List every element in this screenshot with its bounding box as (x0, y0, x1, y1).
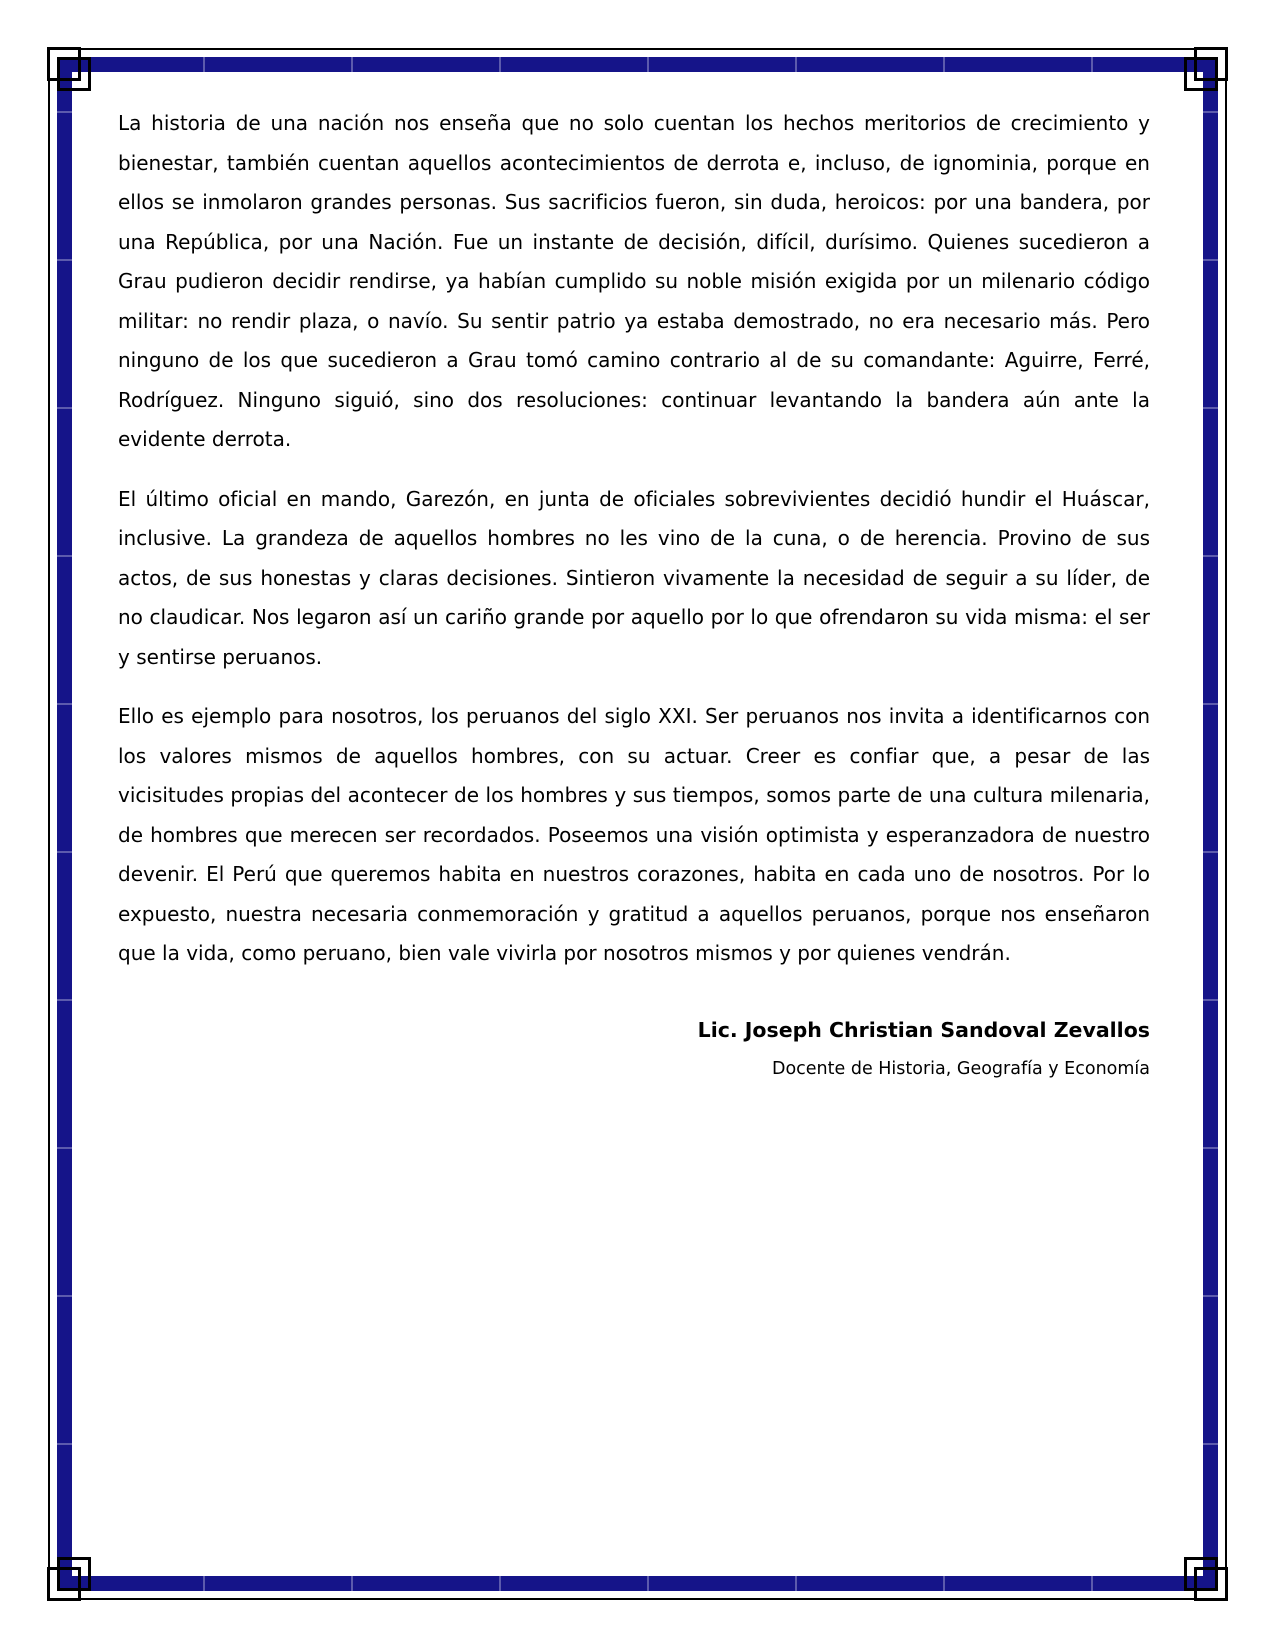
corner-square-outer (47, 1567, 81, 1601)
signature-title: Docente de Historia, Geografía y Economía (771, 1058, 1150, 1079)
paragraph-2: El último oficial en mando, Garezón, en junta de oficiales sobrevivientes decidió hundir el Huáscar, inclusive. La grandeza de aquellos hombres no les vino de la cuna, o de herencia. Provino de sus actos, de sus honestas y claras decisiones. Sintieron vivamente la necesidad de seguir a su líder, de no claudicar. Nos legaron así un cariño grande por aquello por lo que ofrendaron su vida misma: el ser y sentirse peruanos. (118, 486, 1150, 669)
signature-block (118, 1010, 1150, 1088)
paragraph-1: La historia de una nación nos enseña que no solo cuentan los hechos meritorios de crecimiento y bienestar, también cuentan aquellos acontecimientos de derrota e, incluso, de ignominia, porque en ellos se inmolaron grandes personas. Sus sacrificios fueron, sin duda, heroicos: por una bandera, por una República, por una Nación. Fue un instante de decisión, difícil, durísimo. Quienes sucedieron a Grau pudieron decidir rendirse, ya habían cumplido su noble misión exigida por un milenario código militar: no rendir plaza, o navío. Su sentir patrio ya estaba demostrado, no era necesario más. Pero ninguno de los que sucedieron a Grau tomó camino contrario al de su comandante: Aguirre, Ferré, Rodríguez. Ninguno siguió, sino dos resoluciones: continuar levantando la bandera aún ante la evidente derrota. (118, 111, 1150, 451)
corner-ornament-bottom-right (1183, 1556, 1228, 1601)
corner-square-inner (1184, 1557, 1218, 1591)
page-border-band-top (57, 57, 1218, 72)
signature-name: Lic. Joseph Christian Sandoval Zevallos (697, 1017, 1150, 1042)
corner-ornament-top-right (1183, 47, 1228, 92)
corner-square-inner (1184, 57, 1218, 91)
corner-ornament-top-left (47, 47, 92, 92)
corner-ornament-bottom-left (47, 1556, 92, 1601)
corner-square-outer (1194, 1567, 1228, 1601)
corner-square-outer (1194, 47, 1228, 81)
paragraph-3: Ello es ejemplo para nosotros, los peruanos del siglo XXI. Ser peruanos nos invita a identificarnos con los valores mismos de aquellos hombres, con su actuar. Creer es confiar que, a pesar de las vicisitudes propias del acontecer de los hombres y sus tiempos, somos parte de una cultura milenaria, de hombres que merecen ser recordados. Poseemos una visión optimista y esperanzadora de nuestro devenir. El Perú que queremos habita en nuestros corazones, habita en cada uno de nosotros. Por lo expuesto, nuestra necesaria conmemoración y gratitud a aquellos peruanos, porque nos enseñaron que la vida, como peruano, bien vale vivirla por nosotros mismos y por quienes vendrán. (118, 704, 1150, 965)
corner-square-outer (47, 47, 81, 81)
corner-square-inner (57, 1557, 91, 1591)
page-border-band-bottom (57, 1576, 1218, 1591)
corner-square-inner (57, 57, 91, 91)
page-border-band-right (1203, 57, 1218, 1591)
document-body (118, 104, 1150, 1088)
page-border-band-left (57, 57, 72, 1591)
